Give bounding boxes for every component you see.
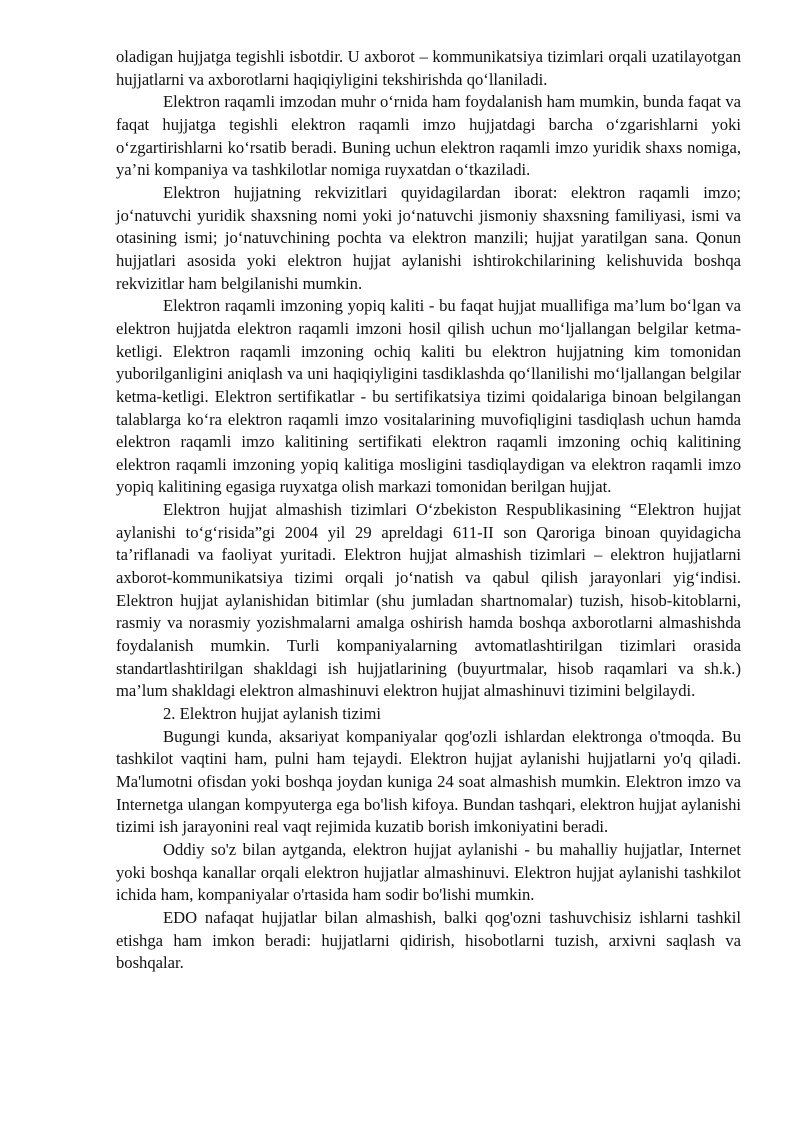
document-page [116, 46, 741, 975]
paragraph-simple-definition: Oddiy so'z bilan aytganda, elektron hujjat aylanishi - bu mahalliy hujjatlar, Internet yoki boshqa kanallar orqali elektron hujjatlar almashinuvi. Elektron hujjat aylanishi tashkilot ichida ham, kompaniyalar o'rtasida ham sodir bo'lishi mumkin. [116, 839, 741, 905]
paragraph-continuation: oladigan hujjatga tegishli isbotdir. U axborot – kommunikatsiya tizimlari orqali uzatilayotgan hujjatlarni va axborotlarni haqiqiyligini tekshirishda qo‘llaniladi. [116, 47, 741, 89]
paragraph-signature-keys: Elektron raqamli imzoning yopiq kaliti - bu faqat hujjat muallifiga ma’lum bo‘lgan va elektron hujjatda elektron raqamli imzoni hosil qilish uchun mo‘ljallangan belgilar ketma-ketligi. Elektron raqamli imzoning ochiq kaliti bu elektron hujjatning kim tomonidan yuborilganligini aniqlash va uni haqiqiyligini tasdiklashda qo‘llanilishi mo‘ljallangan belgilar ketma-ketligi. Elektron sertifikatlar - bu sertifikatsiya tizimi qoidalariga binoan belgilangan talablarga ko‘ra elektron raqamli imzo vositalarining muvofiqligini tasdiqlash uchun hamda elektron raqamli imzo kalitining sertifikati elektron raqamli imzoning ochiq kalitining elektron raqamli imzoning yopiq kalitiga mosligini tasdiqlaydigan va elektron raqamli imzo yopiq kalitining egasiga ruyxatga olish markazi tomonidan berilgan hujjat. [116, 296, 741, 497]
section-heading: 2. Elektron hujjat aylanish tizimi [163, 704, 381, 724]
paragraph-exchange-systems: Elektron hujjat almashish tizimlari O‘zbekiston Respublikasining “Elektron hujjat aylanishi to‘g‘risida”gi 2004 yil 29 apreldagi 611-II son Qaroriga binoan quyidagicha ta’riflanadi va faoliyat yuritadi. Elektron hujjat almashish tizimlari – elektron hujjatlarni axborot-kommunikatsiya tizimi orqali jo‘natish va qabul qilish jarayonlari yig‘indisi. Elektron hujjat aylanishidan bitimlar (shu jumladan shartnomalar) tuzish, hisob-kitoblarni, rasmiy va norasmiy yozishmalarni amalga oshirish hamda boshqa axborotlarni almashishda foydalanish mumkin. Turli kompaniyalarning avtomatlashtirilgan tizimlari orasida standartlashtirilgan shakldagi ish hujjatlarining (buyurtmalar, hisob raqamlari va sh.k.) ma’lum shakldagi elektron almashinuvi elektron hujjat almashinuvi tizimini belgilaydi. [116, 500, 741, 701]
paragraph-document-requisites: Elektron hujjatning rekvizitlari quyidagilardan iborat: elektron raqamli imzo; jo‘natuvchi yuridik shaxsning nomi yoki jo‘natuvchi jismoniy shaxsning familiyasi, ismi va otasining ismi; jo‘natuvchining pochta va elektron manzili; hujjat yaratilgan sana. Qonun hujjatlari asosida yoki elektron hujjat aylanishi ishtirokchilarining kelishuvida boshqa rekvizitlar ham belgilanishi mumkin. [116, 182, 741, 293]
paragraph-electronic-transition: Bugungi kunda, aksariyat kompaniyalar qog'ozli ishlardan elektronga o'tmoqda. Bu tashkilot vaqtini ham, pulni ham tejaydi. Elektron hujjat aylanishi hujjatlarni yo'q qiladi. Ma'lumotni ofisdan yoki boshqa joydan kuniga 24 soat almashish mumkin. Elektron imzo va Internetga ulangan kompyuterga ega bo'lish kifoya. Bundan tashqari, elektron hujjat aylanishi tizimi ish jarayonini real vaqt rejimida kuzatib borish imkoniyatini beradi. [116, 726, 741, 837]
paragraph-digital-seal: Elektron raqamli imzodan muhr o‘rnida ham foydalanish ham mumkin, bunda faqat va faqat hujjatga tegishli elektron raqamli imzo hujjatdagi barcha o‘zgarishlarni yoki o‘zgartirishlarni ko‘rsatib beradi. Buning uchun elektron raqamli imzo yuridik shaxs nomiga, ya’ni kompaniya va tashkilotlar nomiga ruyxatdan o‘tkaziladi. [116, 92, 741, 180]
paragraph-edo-capabilities: EDO nafaqat hujjatlar bilan almashish, balki qog'ozni tashuvchisiz ishlarni tashkil etishga ham imkon beradi: hujjatlarni qidirish, hisobotlarni tuzish, arxivni saqlash va boshqalar. [116, 907, 741, 973]
